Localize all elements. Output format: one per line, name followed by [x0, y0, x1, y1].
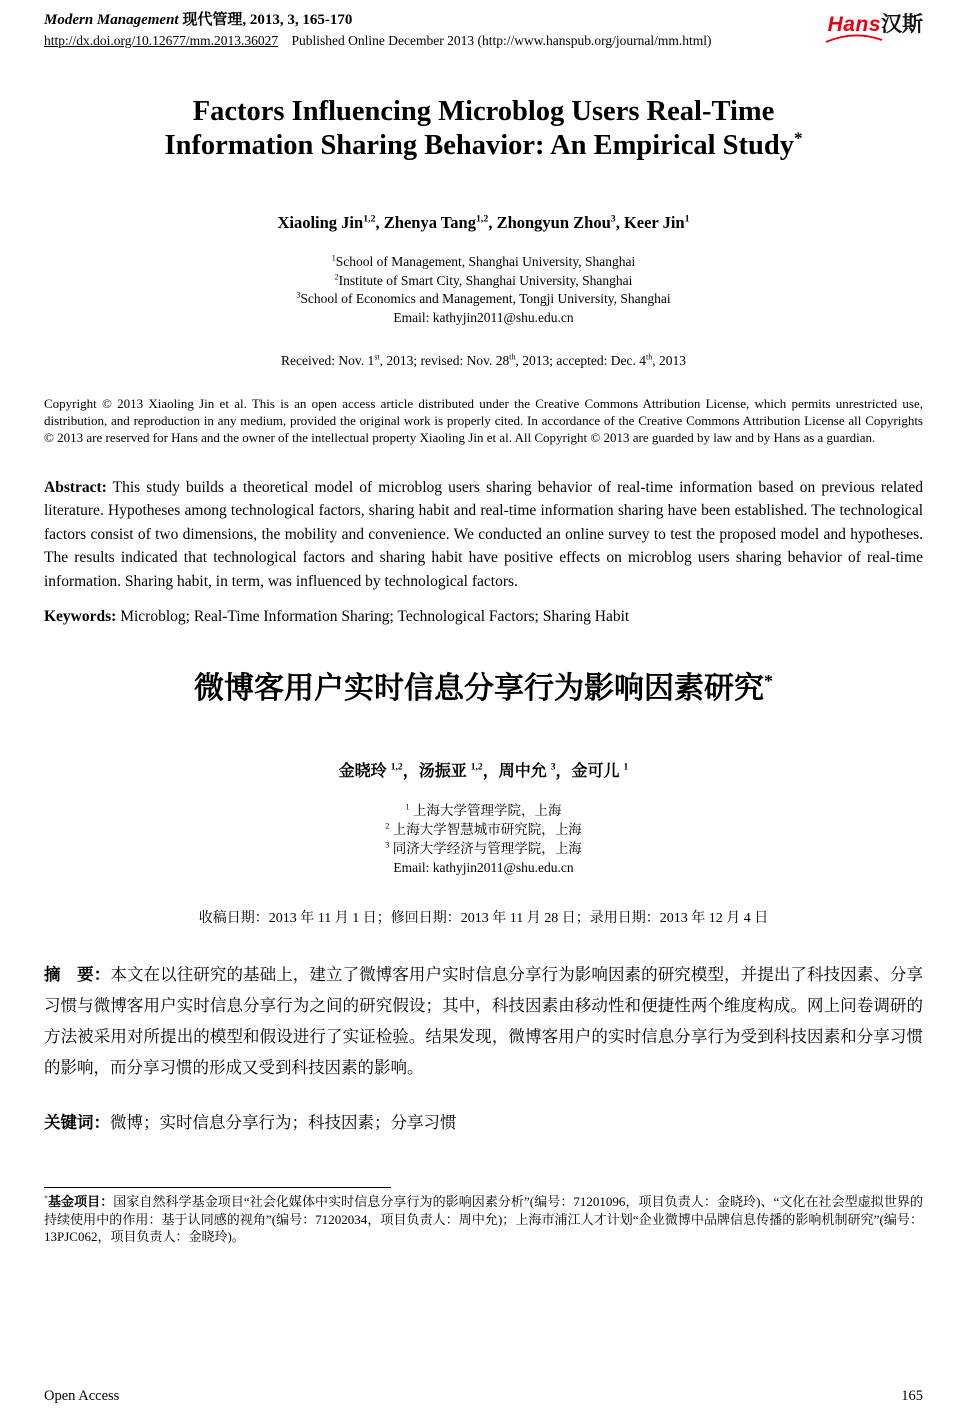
- page-number: 165: [901, 1388, 923, 1404]
- open-access-label: Open Access: [44, 1388, 120, 1404]
- article-title-en-line2: Information Sharing Behavior: An Empirical Study*: [164, 128, 803, 161]
- journal-header-left: [44, 8, 711, 49]
- funding-footnote: *基金项目：国家自然科学基金项目“社会化媒体中实时信息分享行为的影响因素分析”(编号：71201096，项目负责人：金晓玲)、“文化在社会型虚拟世界的持续使用中的作用：基于认同感的视角”(编号：71202034，项目负责人：周中允)；上海市浦江人才计划“企业微博中品牌信息传播的影响机制研究”(编号：13PJC062，项目负责人：金晓玲)。: [44, 1193, 923, 1245]
- article-title-en: [44, 95, 923, 163]
- received-dates-cn: 收稿日期：2013 年 11 月 1 日；修回日期：2013 年 11 月 28 日；录用日期：2013 年 12 月 4 日: [198, 911, 769, 927]
- keywords-en-text: Microblog; Real-Time Information Sharing; Technological Factors; Sharing Habit: [116, 608, 630, 626]
- keywords-en-label: Keywords:: [44, 608, 117, 626]
- article-title-en-line1: Factors Influencing Microblog Users Real-Time: [192, 96, 775, 127]
- keywords-cn-text: 微博；实时信息分享行为；科技因素；分享习惯: [110, 1113, 457, 1133]
- journal-title-line: [44, 8, 711, 29]
- article-title-cn: 微博客用户实时信息分享行为影响因素研究*: [194, 671, 773, 706]
- affiliation-en-line: $^2$Institute of Smart City, Shanghai University, Shanghai: [334, 272, 633, 288]
- abstract-en: [44, 476, 923, 593]
- abstract-en-text: This study builds a theoretical model of microblog users sharing behavior of real-time information based on previous related literature. Hypotheses among technological factors, sharing habit and real-time information sharing have been established. The technological factors consist of two dimensions, the mobility and convenience. We conducted an online survey to test the proposed model and hypotheses. The results indicated that technological factors and sharing habit have positive effects on microblog users sharing behavior of real-time information. Sharing habit, in term, was influenced by technological factors.: [44, 479, 923, 590]
- affiliations-en: [44, 253, 923, 327]
- received-dates-en: Received: Nov. 1st, 2013; revised: Nov. 28th, 2013; accepted: Dec. 4th, 2013: [280, 352, 687, 368]
- doi-line: [44, 33, 711, 49]
- hans-logo: [828, 8, 923, 38]
- hans-logo-wordmark: Hans: [827, 13, 881, 36]
- journal-issue-meta: 现代管理, 2013, 3, 165-170: [178, 12, 353, 28]
- affiliation-cn-line: $^1$ 上海大学管理学院，上海: [405, 802, 562, 819]
- affiliations-cn: [44, 801, 923, 877]
- affiliation-cn-line: $^2$ 上海大学智慧城市研究院，上海: [385, 821, 582, 838]
- email-line-en: Email: kathyjin2011@shu.edu.cn: [393, 309, 574, 325]
- authors-cn: 金晓玲 $^{1,2}$，汤振亚 $^{1,2}$，周中允 $^3$，金可儿 $^1$: [338, 761, 629, 781]
- authors-en: Xiaoling Jin$^{1,2}$, Zhenya Tang$^{1,2}$, Zhongyun Zhou$^3$, Keer Jin$^1$: [277, 213, 690, 232]
- published-online-text: Published Online December 2013 (http://www.hanspub.org/journal/mm.html): [291, 33, 712, 48]
- doi-link[interactable]: http://dx.doi.org/10.12677/mm.2013.36027: [44, 33, 279, 48]
- copyright-notice: Copyright © 2013 Xiaoling Jin et al. This is an open access article distributed under the Creative Commons Attribution License, which permits unrestricted use, distribution, and reproduction in any medium, provided the original work is properly cited. In accordance of the Creative Commons Attribution License all Copyrights © 2013 are reserved for Hans and the owner of the intellectual property Xiaoling Jin et al. All Copyright © 2013 are guarded by law and by Hans as a guardian.: [44, 396, 923, 445]
- hans-logo-swoosh-icon: [825, 34, 883, 44]
- hans-logo-chinese: 汉斯: [881, 13, 923, 36]
- affiliation-en-line: $^3$School of Economics and Management, Tongji University, Shanghai: [296, 290, 671, 306]
- abstract-en-label: Abstract:: [44, 479, 107, 496]
- page-footer: [44, 1388, 923, 1405]
- abstract-cn-text: 本文在以往研究的基础上，建立了微博客用户实时信息分享行为影响因素的研究模型，并提出了科技因素、分享习惯与微博客用户实时信息分享行为之间的研究假设；其中，科技因素由移动性和便捷性两个维度构成。网上问卷调研的方法被采用对所提出的模型和假设进行了实证检验。结果发现，微博客用户的实时信息分享行为受到科技因素和分享习惯的影响，而分享习惯的形成又受到科技因素的影响。: [44, 965, 924, 1078]
- affiliation-cn-line: $^3$ 同济大学经济与管理学院，上海: [385, 840, 582, 857]
- keywords-cn: [44, 1109, 923, 1133]
- keywords-en: [44, 608, 923, 626]
- journal-header: [44, 8, 923, 49]
- email-line-cn: Email: kathyjin2011@shu.edu.cn: [393, 860, 574, 876]
- journal-name: Modern Management: [44, 12, 179, 28]
- abstract-cn: [44, 959, 923, 1083]
- keywords-cn-label: 关键词：: [44, 1113, 110, 1133]
- abstract-cn-label: 摘 要：: [44, 965, 111, 985]
- footnote-divider: [44, 1187, 391, 1188]
- affiliation-en-line: $^1$School of Management, Shanghai University, Shanghai: [331, 253, 636, 269]
